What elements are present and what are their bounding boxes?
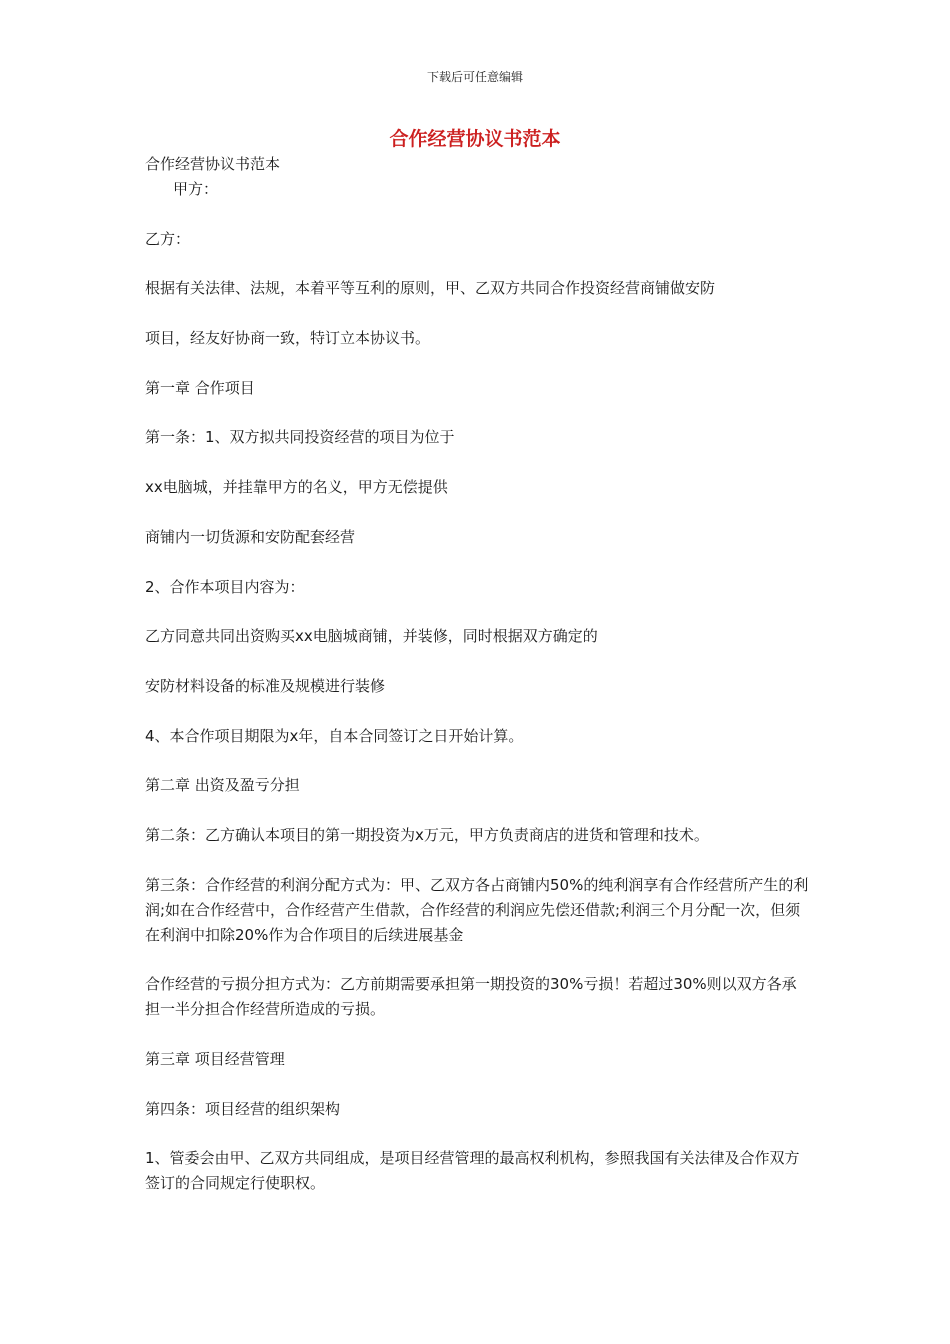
article-4-heading: 第四条：项目经营的组织架构 (145, 1100, 341, 1118)
article-1-item-2: 2、合作本项目内容为： (145, 578, 305, 596)
article-2: 第二条：乙方确认本项目的第一期投资为x万元，甲方负责商店的进货和管理和技术。 (145, 826, 709, 844)
paragraph-preamble-1: 根据有关法律、法规，本着平等互利的原则，甲、乙双方共同合作投资经营商铺做安防 (145, 279, 716, 297)
chapter-1-heading: 第一章 合作项目 (145, 379, 255, 397)
article-4-item-1: 1、管委会由甲、乙双方共同组成，是项目经营管理的最高权利机构，参照我国有关法律及合作双方签订的合同规定行使职权。 (145, 1149, 800, 1192)
article-1-item-2-line-2: 安防材料设备的标准及规模进行装修 (145, 677, 386, 695)
chapter-2-heading: 第二章 出资及盈亏分担 (145, 776, 300, 794)
paragraph-subtitle: 合作经营协议书范本 (145, 155, 281, 173)
article-1-item-2-line-1: 乙方同意共同出资购买xx电脑城商铺，并装修，同时根据双方确定的 (145, 627, 598, 645)
chapter-3-heading: 第三章 项目经营管理 (145, 1050, 285, 1068)
article-3-loss: 合作经营的亏损分担方式为：乙方前期需要承担第一期投资的30%亏损！若超过30%则以双方各承担一半分担合作经营所造成的亏损。 (145, 975, 797, 1018)
article-1-line-2: xx电脑城，并挂靠甲方的名义，甲方无偿提供 (145, 478, 448, 496)
header-note: 下载后可任意编辑 (426, 70, 523, 84)
article-3-profit: 第三条：合作经营的利润分配方式为：甲、乙双方各占商铺内50%的纯利润享有合作经营所产生的利润;如在合作经营中，合作经营产生借款，合作经营的利润应先偿还借款;利润三个月分配一次，但须在利润中扣除20%作为合作项目的后续进展基金 (145, 876, 809, 944)
paragraph-party-a: 甲方： (173, 180, 219, 198)
paragraph-party-b: 乙方： (145, 230, 191, 248)
paragraph-preamble-2: 项目，经友好协商一致，特订立本协议书。 (145, 329, 431, 347)
article-1-item-4: 4、本合作项目期限为x年，自本合同签订之日开始计算。 (145, 727, 524, 745)
article-1-line-1: 第一条：1、双方拟共同投资经营的项目为位于 (145, 428, 455, 446)
document-title: 合作经营协议书范本 (389, 128, 561, 150)
article-1-line-3: 商铺内一切货源和安防配套经营 (145, 528, 356, 546)
